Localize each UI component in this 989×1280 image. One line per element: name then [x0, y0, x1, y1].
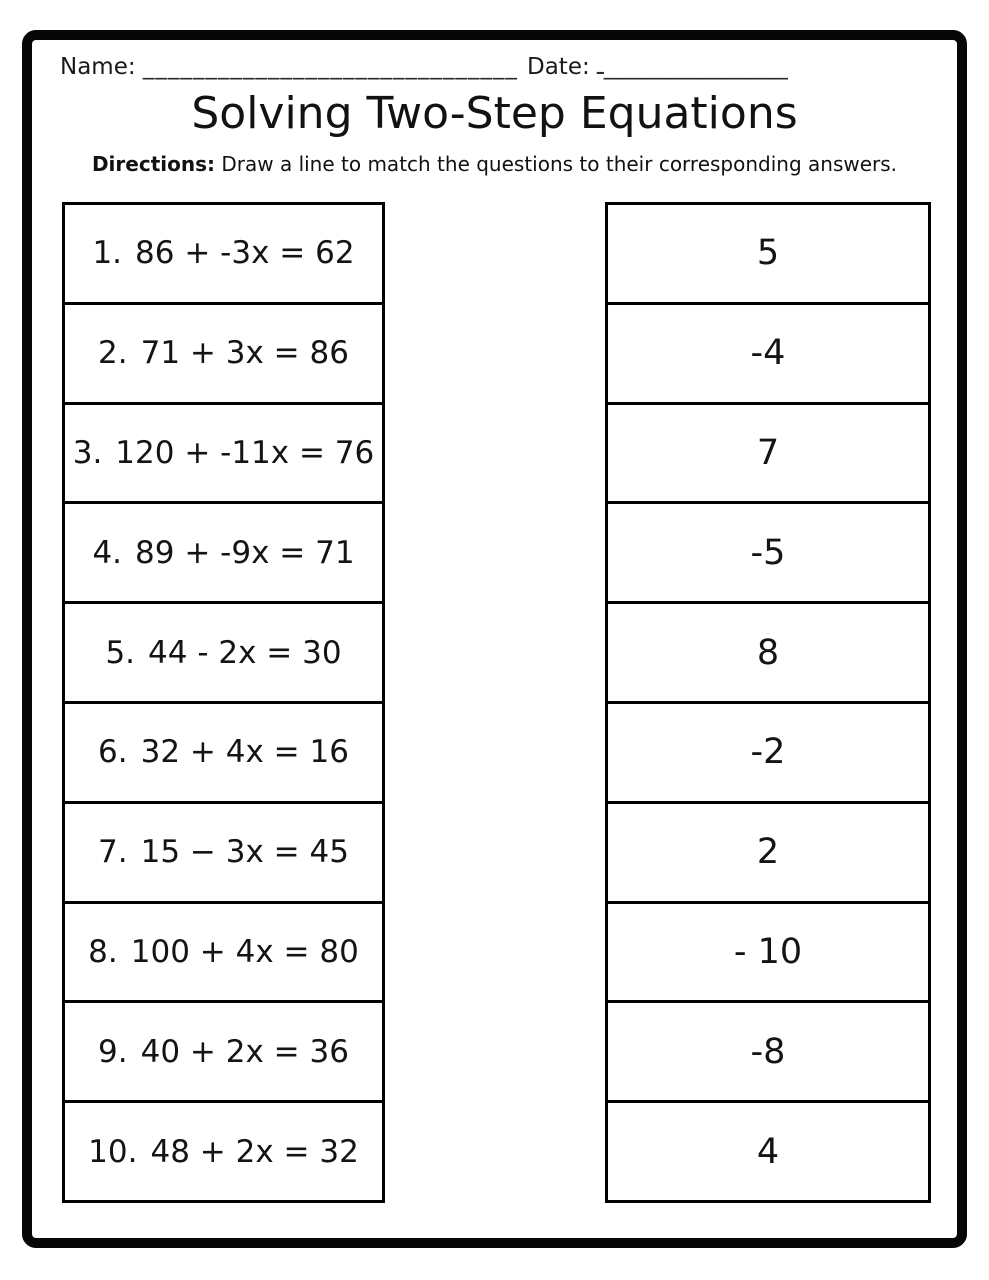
problem-number: 6. — [98, 734, 128, 771]
problem-row[interactable] — [65, 501, 382, 601]
problem-equation: 89 + -9x = 71 — [135, 534, 355, 571]
problem-row[interactable] — [65, 205, 382, 302]
problem-number: 5. — [105, 634, 136, 671]
answer-value: 5 — [756, 233, 780, 274]
answers-table — [605, 202, 931, 1203]
answer-row[interactable] — [608, 901, 928, 1001]
date-field-group — [527, 54, 788, 80]
answer-value: -8 — [750, 1031, 786, 1072]
date-input-line[interactable]: ـ________________ — [597, 54, 788, 80]
problem-number: 7. — [98, 834, 128, 871]
problem-equation: 44 - 2x = 30 — [148, 634, 342, 671]
answer-value: 2 — [756, 832, 780, 873]
answer-value: 7 — [756, 432, 780, 473]
answer-row[interactable] — [608, 601, 928, 701]
problem-equation: 86 + -3x = 62 — [135, 235, 355, 272]
problem-equation: 32 + 4x = 16 — [140, 734, 349, 771]
problem-row[interactable] — [65, 801, 382, 901]
answer-row[interactable] — [608, 205, 928, 302]
problem-row[interactable] — [65, 402, 382, 502]
date-label: Date: — [527, 54, 590, 80]
problem-number: 1. — [92, 235, 123, 272]
name-field-group — [60, 54, 518, 80]
problem-number: 9. — [98, 1033, 128, 1070]
problem-equation: 100 + 4x = 80 — [130, 933, 359, 970]
answer-value: 4 — [756, 1131, 780, 1172]
problem-equation: 15 − 3x = 45 — [140, 834, 349, 871]
problem-row[interactable] — [65, 701, 382, 801]
problem-equation: 71 + 3x = 86 — [140, 335, 349, 372]
page-title: Solving Two-Step Equations — [191, 88, 798, 139]
answer-row[interactable] — [608, 701, 928, 801]
answer-row[interactable] — [608, 501, 928, 601]
directions-text — [0, 152, 989, 176]
problem-row[interactable] — [65, 302, 382, 402]
problem-row[interactable] — [65, 901, 382, 1001]
problem-equation: 40 + 2x = 36 — [140, 1033, 349, 1070]
answer-value: -5 — [750, 532, 786, 573]
problem-row[interactable] — [65, 601, 382, 701]
problem-number: 8. — [88, 933, 118, 970]
problem-number: 10. — [88, 1133, 138, 1170]
problem-number: 3. — [72, 434, 103, 471]
answer-value: 8 — [756, 632, 780, 673]
problems-table — [62, 202, 385, 1203]
answer-row[interactable] — [608, 1000, 928, 1100]
answer-value: - 10 — [733, 931, 803, 972]
answer-row[interactable] — [608, 302, 928, 402]
directions-body: Draw a line to match the questions to their corresponding answers. — [215, 152, 898, 176]
problem-equation: 48 + 2x = 32 — [150, 1133, 359, 1170]
problem-row[interactable] — [65, 1100, 382, 1200]
answer-row[interactable] — [608, 801, 928, 901]
problem-number: 2. — [98, 335, 128, 372]
name-label: Name: — [60, 54, 136, 80]
directions-label: Directions: — [91, 152, 215, 176]
answer-row[interactable] — [608, 402, 928, 502]
answer-value: -2 — [750, 732, 786, 773]
answer-value: -4 — [750, 333, 786, 374]
problem-row[interactable] — [65, 1000, 382, 1100]
problem-equation: 120 + -11x = 76 — [115, 434, 375, 471]
answer-row[interactable] — [608, 1100, 928, 1200]
name-input-line[interactable]: ______________________________ — [142, 54, 518, 80]
problem-number: 4. — [92, 534, 123, 571]
